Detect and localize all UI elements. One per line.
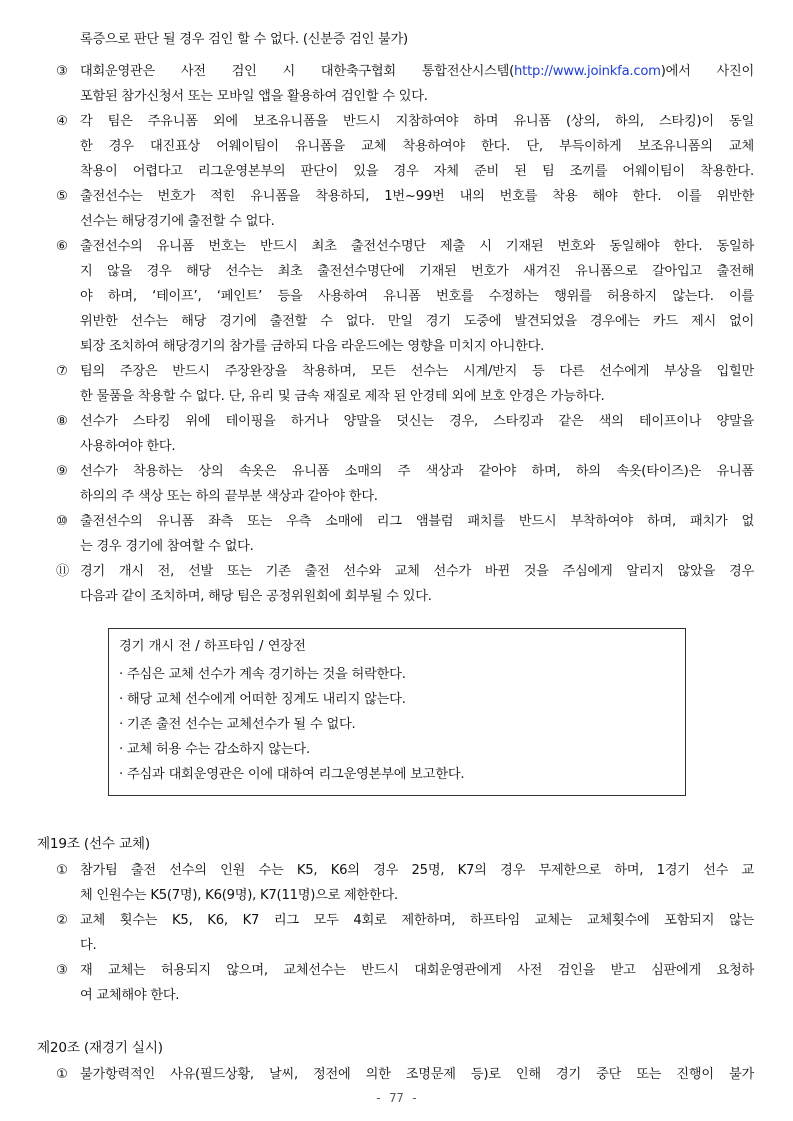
list-item-5-line-1: ⑤ 출전선수는 번호가 적힌 유니폼을 착용하되, 1번~99번 내의 번호를 착용 해야 한다. 이를 위반한 [56,187,754,207]
article-20-item-1-line-1: ① 불가항력적인 사유(필드상황, 날씨, 정전에 의한 조명문제 등)로 인해 경기 중단 또는 진행이 불가 [56,1065,754,1085]
box-item: · 주심과 대회운영관은 이에 대하여 리그운영본부에 보고한다. [119,767,465,782]
list-item-6-line-1: ⑥ 출전선수의 유니폼 번호는 반드시 최초 출전선수명단 제출 시 기재된 번호와 동일해야 한다. 동일하 [56,237,754,257]
item-marker: ⑪ [56,564,69,579]
list-item-10-line-2: 는 경우 경기에 참여할 수 없다. [80,539,254,554]
item-marker: ⑩ [56,514,68,529]
item-marker: ③ [56,963,68,978]
article-19-item-2-line-1: ② 교체 횟수는 K5, K6, K7 리그 모두 4회로 제한하며, 하프타임 교체는 교체횟수에 포함되지 않는 [56,911,754,931]
box-title: 경기 개시 전 / 하프타임 / 연장전 [119,639,306,654]
list-item-3-line-2: 포함된 참가신청서 또는 모바일 앱을 활용하여 검인할 수 있다. [80,89,428,104]
item-marker: ① [56,1067,68,1082]
list-item-10-line-1: ⑩ 출전선수의 유니폼 좌측 또는 우측 소매에 리그 앰블럼 패치를 반드시 부착하여야 하며, 패치가 없 [56,512,754,532]
article-19-item-3-line-1: ③ 재 교체는 허용되지 않으며, 교체선수는 반드시 대회운영관에게 사전 검인을 받고 심판에게 요청하 [56,961,754,981]
list-item-6-line-4: 위반한 선수는 해당 경기에 출전할 수 없다. 만일 경기 도중에 발견되었을 경우에는 카드 제시 없이 [80,314,754,329]
list-item-8-line-2: 사용하여야 한다. [80,439,176,454]
article-19-heading: 제19조 (선수 교체) [37,836,150,852]
article-19-item-1-line-2: 체 인원수는 K5(7명), K6(9명), K7(11명)으로 제한한다. [80,888,398,903]
item-marker: ⑧ [56,414,68,429]
box-item: · 해당 교체 선수에게 어떠한 징계도 내리지 않는다. [119,692,406,707]
article-19-item-2-line-2: 다. [80,938,97,953]
list-item-11-line-1: ⑪ 경기 개시 전, 선발 또는 기존 출전 선수와 교체 선수가 바뀐 것을 주심에게 알리지 않았을 경우 [56,562,754,582]
list-item-6-line-3: 야 하며, ‘테이프’, ‘페인트’ 등을 사용하여 유니폼 번호를 수정하는 행위를 허용하지 않는다. 이를 [80,289,754,304]
item-marker: ⑥ [56,239,68,254]
item-marker: ① [56,863,68,878]
page-number: - 77 - [374,1091,419,1105]
list-item-9-line-1: ⑨ 선수가 착용하는 상의 속옷은 유니폼 소매의 주 색상과 같아야 하며, 하의 속옷(타이즈)은 유니폼 [56,462,754,482]
list-item-6-line-2: 지 않을 경우 해당 선수는 최초 출전선수명단에 기재된 번호가 새겨진 유니폼으로 갈아입고 출전해 [80,264,754,279]
item-marker: ⑨ [56,464,68,479]
list-item-6-line-5: 퇴장 조치하여 해당경기의 참가를 금하되 다음 라운드에는 영향을 미치지 아니한다. [80,339,545,354]
list-item-4-line-1: ④ 각 팀은 주유니폼 외에 보조유니폼을 반드시 지참하여야 하며 유니폼 (상의, 하의, 스타킹)이 동일 [56,112,754,132]
list-item-8-line-1: ⑧ 선수가 스타킹 위에 테이핑을 하거나 양말을 덧신는 경우, 스타킹과 같은 색의 테이프이나 양말을 [56,412,754,432]
box-item: · 주심은 교체 선수가 계속 경기하는 것을 허락한다. [119,667,406,682]
continued-text-line: 록증으로 판단 될 경우 검인 할 수 없다. (신분증 검인 불가) [80,32,408,47]
list-item-3-line-1: ③ 대회운영관은 사전 검인 시 대한축구협회 통합전산시스템(http://www.joinkfa.com)에서 사진이 [56,62,754,82]
article-19-item-1-line-1: ① 참가팀 출전 선수의 인원 수는 K5, K6의 경우 25명, K7의 경우 무제한으로 하며, 1경기 선수 교 [56,861,754,881]
box-item: · 기존 출전 선수는 교체선수가 될 수 없다. [119,717,356,732]
item-marker: ③ [56,64,68,79]
article-19-item-3-line-2: 여 교체해야 한다. [80,988,180,1003]
list-item-7-line-2: 한 물품을 착용할 수 없다. 단, 유리 및 금속 재질로 제작 된 안경테 외에 보호 안경은 가능하다. [80,389,605,404]
substitution-procedure-box [108,628,686,796]
list-item-5-line-2: 선수는 해당경기에 출전할 수 없다. [80,214,275,229]
list-item-9-line-2: 하의의 주 색상 또는 하의 끝부분 색상과 같아야 한다. [80,489,378,504]
item-marker: ④ [56,114,68,129]
list-item-7-line-1: ⑦ 팀의 주장은 반드시 주장완장을 착용하며, 모든 선수는 시계/반지 등 다른 선수에게 부상을 입힐만 [56,362,754,382]
box-item: · 교체 허용 수는 감소하지 않는다. [119,742,310,757]
item-marker: ② [56,913,68,928]
item-marker: ⑦ [56,364,68,379]
list-item-4-line-3: 착용이 어렵다고 리그운영본부의 판단이 있을 경우 자체 준비 된 팀 조끼를 어웨이팀이 착용한다. [80,164,754,179]
list-item-11-line-2: 다음과 같이 조치하며, 해당 팀은 공정위원회에 회부될 수 있다. [80,589,432,604]
list-item-4-line-2: 한 경우 대진표상 어웨이팀이 유니폼을 교체 착용하여야 한다. 단, 부득이하게 보조유니폼의 교체 [80,139,754,154]
article-20-heading: 제20조 (재경기 실시) [37,1040,163,1056]
item-marker: ⑤ [56,189,68,204]
kfa-system-link[interactable]: http://www.joinkfa.com [514,64,661,79]
